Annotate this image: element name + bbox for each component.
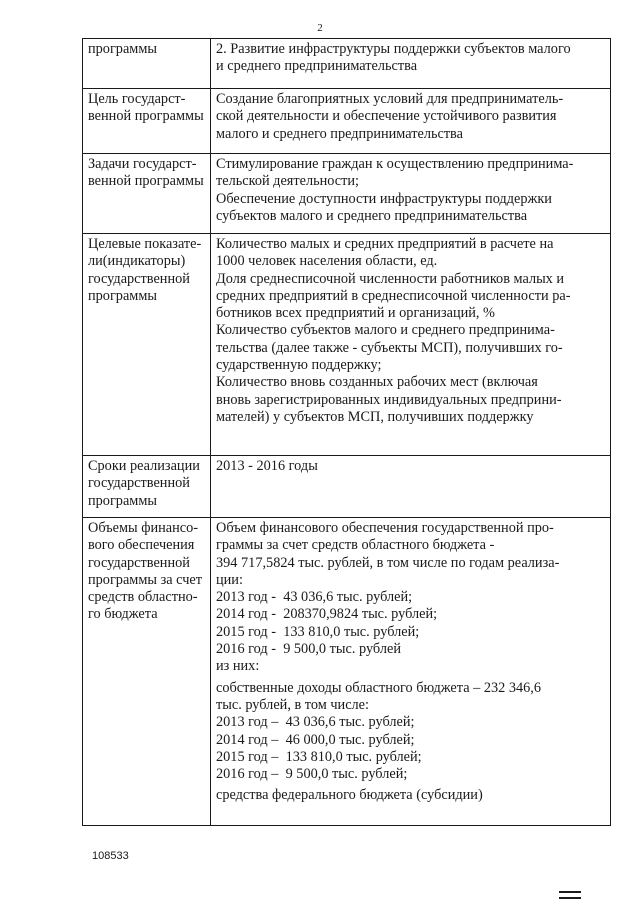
row-value-cell xyxy=(211,234,611,456)
row-label-cell xyxy=(83,518,211,826)
year-label: 2016 год - xyxy=(216,641,277,658)
value-line: Стимулирование граждан к осуществлению предпринима- xyxy=(216,156,574,172)
year-amount: 9 500,0 тыс. рублей; xyxy=(285,766,408,783)
value-line: малого и среднего предпринимательства xyxy=(216,125,463,142)
value-line: Обеспечение доступности инфраструктуры поддержки xyxy=(216,190,552,207)
value-line: собственные доходы областного бюджета – 232 346,6 xyxy=(216,679,542,696)
label-word: (индикаторы) xyxy=(102,253,186,270)
value-line: 2. Развитие инфраструктуры поддержки субъектов малого xyxy=(216,41,571,57)
value-line: тельской деятельности; xyxy=(216,173,360,190)
label-line: Задачи государст- xyxy=(88,156,197,172)
label-line: государственной xyxy=(88,554,190,571)
value-line: Количество вновь созданных рабочих мест (включая xyxy=(216,374,538,391)
row-label-cell xyxy=(83,39,211,89)
row-value-cell xyxy=(211,154,611,234)
label-line: вого обеспечения xyxy=(88,537,195,554)
year-label: 2015 год - xyxy=(216,623,277,640)
year-amount-line xyxy=(216,606,607,623)
value-line: 1000 человек населения области, ед. xyxy=(216,253,438,270)
program-passport-table xyxy=(82,38,611,826)
label-line: Сроки реализации xyxy=(88,458,200,474)
row-value-cell xyxy=(211,518,611,826)
document-code: 108533 xyxy=(92,850,129,862)
value-line: Объем финансового обеспечения государственной про- xyxy=(216,520,554,536)
year-amount: 43 036,6 тыс. рублей; xyxy=(283,589,413,606)
year-amount: 208370,9824 тыс. рублей; xyxy=(283,606,438,623)
value-line: средних предприятий в среднесписочной численности ра- xyxy=(216,287,571,304)
year-label: 2013 год – xyxy=(216,714,279,731)
value-line: средства федерального бюджета (субсидии) xyxy=(216,787,483,804)
year-label: 2014 год - xyxy=(216,606,277,623)
table-row xyxy=(83,456,611,518)
year-amount-line xyxy=(216,714,607,731)
table-row xyxy=(83,154,611,234)
row-value-cell xyxy=(211,456,611,518)
value-line: из них: xyxy=(216,658,260,675)
row-label-cell xyxy=(83,89,211,154)
year-amount: 9 500,0 тыс. рублей xyxy=(283,641,401,658)
year-amount: 133 810,0 тыс. рублей; xyxy=(285,748,422,765)
label-line: программы за счет xyxy=(88,571,202,588)
label-line: Цель государст- xyxy=(88,91,186,107)
year-amount-line xyxy=(216,749,607,766)
value-line: Создание благоприятных условий для предприниматель- xyxy=(216,91,564,107)
label-line: программы xyxy=(88,41,158,57)
label-line: государственной xyxy=(88,475,190,492)
value-line: ской деятельности и обеспечение устойчивого развития xyxy=(216,108,557,125)
year-label: 2015 год – xyxy=(216,748,279,765)
row-label-cell xyxy=(83,234,211,456)
value-line: и среднего предпринимательства xyxy=(216,58,418,75)
value-line: ботников всех предприятий и организаций, % xyxy=(216,305,495,322)
value-line: мателей) у субъектов МСП, получивших поддержку xyxy=(216,408,534,425)
label-line: венной программы xyxy=(88,173,204,190)
label-line xyxy=(88,253,207,270)
label-line: программы xyxy=(88,492,158,509)
table-row xyxy=(83,39,611,89)
page-number: 2 xyxy=(317,22,323,34)
value-line: тельства (далее также - субъекты МСП), получивших го- xyxy=(216,339,563,356)
value-line: граммы за счет средств областного бюджета - xyxy=(216,537,495,554)
value-line: ции: xyxy=(216,571,243,588)
label-word: ли xyxy=(88,253,103,270)
value-line: субъектов малого и среднего предпринимательства xyxy=(216,207,528,224)
year-amount: 43 036,6 тыс. рублей; xyxy=(285,714,415,731)
scan-mark xyxy=(559,891,581,899)
year-label: 2016 год – xyxy=(216,766,279,783)
label-line: венной программы xyxy=(88,108,204,125)
label-line: Объемы финансо- xyxy=(88,520,199,536)
label-line: Целевые показате- xyxy=(88,236,202,252)
year-amount-line xyxy=(216,732,607,749)
row-value-cell xyxy=(211,89,611,154)
year-amount-line xyxy=(216,641,607,658)
value-line: 394 717,5824 тыс. рублей, в том числе по годам реализа- xyxy=(216,554,560,571)
value-line: Доля среднесписочной численности работников малых и xyxy=(216,270,565,287)
label-line: средств областно- xyxy=(88,589,198,606)
value-line: вновь зарегистрированных индивидуальных предприни- xyxy=(216,391,562,408)
year-amount-line xyxy=(216,624,607,641)
row-label-cell xyxy=(83,154,211,234)
value-line: Количество субъектов малого и среднего предпринима- xyxy=(216,322,555,339)
year-label: 2013 год - xyxy=(216,589,277,606)
table-row xyxy=(83,234,611,456)
label-line: го бюджета xyxy=(88,606,158,623)
value-line: тыс. рублей, в том числе: xyxy=(216,696,369,713)
label-line: программы xyxy=(88,287,158,304)
row-value-cell xyxy=(211,39,611,89)
label-line: государственной xyxy=(88,270,190,287)
table-row xyxy=(83,518,611,826)
value-line: 2013 - 2016 годы xyxy=(216,458,318,474)
year-amount: 46 000,0 тыс. рублей; xyxy=(285,731,415,748)
row-label-cell xyxy=(83,456,211,518)
year-amount-line xyxy=(216,766,607,783)
value-line: Количество малых и средних предприятий в расчете на xyxy=(216,236,554,252)
year-amount: 133 810,0 тыс. рублей; xyxy=(283,623,420,640)
year-label: 2014 год – xyxy=(216,731,279,748)
table-row xyxy=(83,89,611,154)
value-line: сударственную поддержку; xyxy=(216,357,382,374)
year-amount-line xyxy=(216,589,607,606)
